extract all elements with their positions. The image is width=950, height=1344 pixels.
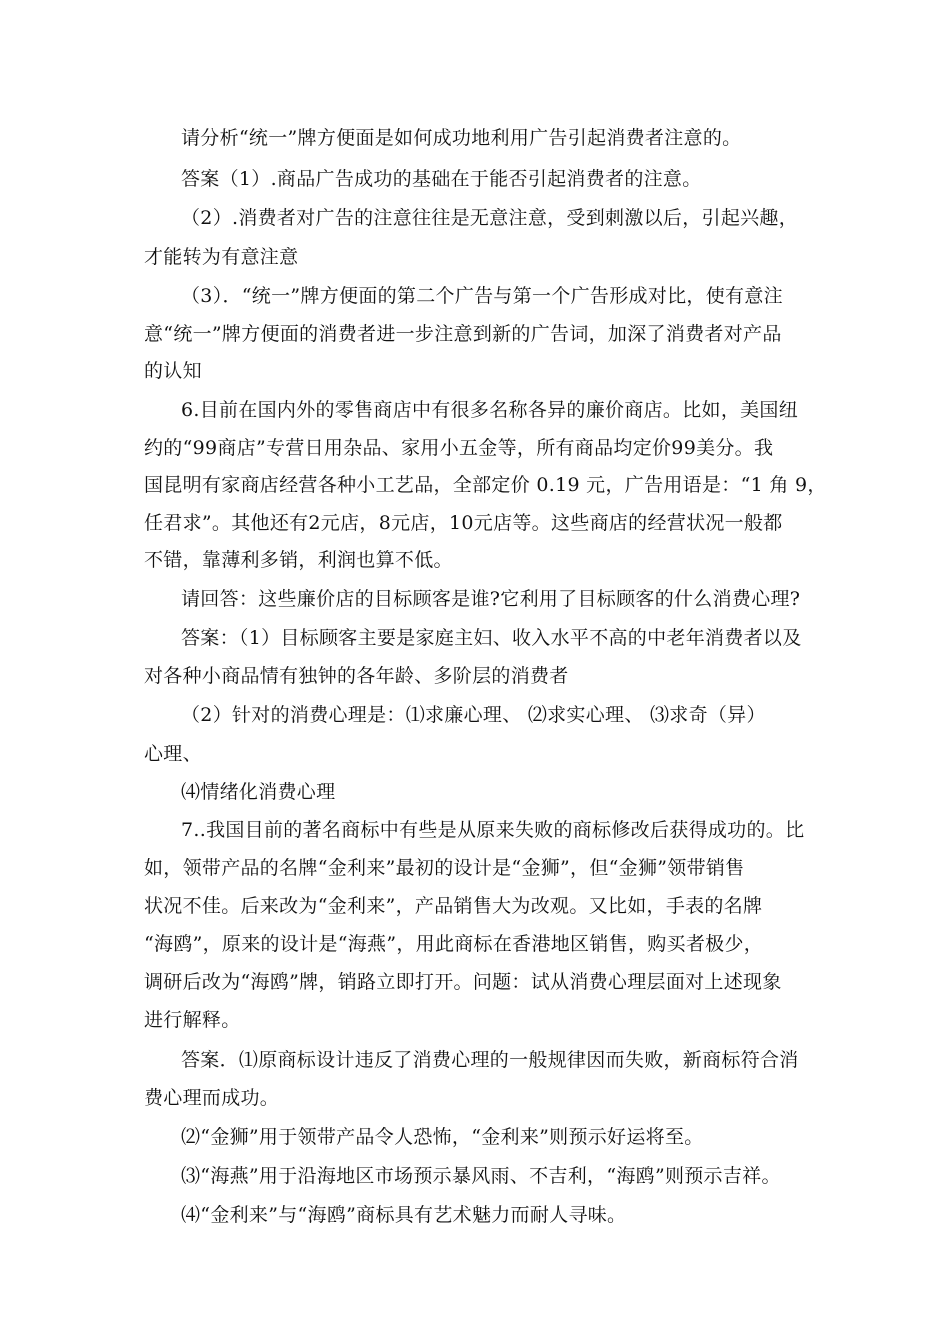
- answer-6-point-1: 答案：（1）目标顾客主要是家庭主妇、收入水平不高的中老年消费者以及: [181, 627, 802, 649]
- answer-5-point-3-cont: 意“统一”牌方便面的消费者进一步注意到新的广告词，加深了消费者对产品: [144, 323, 782, 345]
- question-6-text-line-5: 不错，靠薄利多销，利润也算不低。: [144, 549, 453, 571]
- answer-7-point-2: ⑵“金狮”用于领带产品令人恐怖，“金利来”则预示好运将至。: [181, 1126, 704, 1148]
- question-7-text-line-6: 进行解释。: [144, 1009, 241, 1031]
- question-7-text-line-3: 状况不佳。后来改为“金利来”，产品销售大为改观。又比如，手表的名牌: [144, 895, 763, 917]
- question-6-text-line-4: 任君求”。其他还有2元店，8元店，10元店等。这些商店的经营状况一般都: [144, 512, 783, 534]
- answer-5-point-2: （2）.消费者对广告的注意往往是无意注意，受到刺激以后，引起兴趣，: [181, 207, 799, 229]
- answer-5-point-2-cont: 才能转为有意注意: [144, 246, 299, 268]
- question-7-text-line-2: 如，领带产品的名牌“金利来”最初的设计是“金狮”，但“金狮”领带销售: [144, 857, 745, 879]
- question-7-text-line-5: 调研后改为“海鸥”牌，销路立即打开。问题：试从消费心理层面对上述现象: [144, 971, 782, 993]
- answer-6-point-2-end: ⑷情绪化消费心理: [181, 781, 336, 803]
- answer-5-point-3-end: 的认知: [144, 360, 202, 382]
- answer-6-point-2-cont: 心理、: [144, 743, 202, 765]
- question-6-text-line-3: 国昆明有家商店经营各种小工艺品，全部定价 0.19 元，广告用语是：“1 角 9，: [144, 474, 827, 496]
- question-7-text: 7..我国目前的著名商标中有些是从原来失败的商标修改后获得成功的。比: [181, 819, 805, 841]
- question-6-prompt: 请回答：这些廉价店的目标顾客是谁?它利用了目标顾客的什么消费心理?: [181, 588, 801, 610]
- question-5-prompt: 请分析“统一”牌方便面是如何成功地利用广告引起消费者注意的。: [181, 127, 742, 149]
- answer-7-point-1-cont: 费心理而成功。: [144, 1087, 280, 1109]
- question-7-text-line-4: “海鸥”，原来的设计是“海燕”，用此商标在香港地区销售，购买者极少，: [144, 933, 764, 955]
- answer-5-point-3: （3）．“统一”牌方便面的第二个广告与第一个广告形成对比，使有意注: [181, 285, 783, 307]
- answer-7-point-1: 答案．⑴原商标设计违反了消费心理的一般规律因而失败，新商标符合消: [181, 1049, 799, 1071]
- answer-6-point-2: （2）针对的消费心理是：⑴求廉心理、 ⑵求实心理、 ⑶求奇（异）: [181, 704, 766, 726]
- question-6-text: 6.目前在国内外的零售商店中有很多名称各异的廉价商店。比如，美国纽: [181, 399, 799, 421]
- answer-7-point-3: ⑶“海燕”用于沿海地区市场预示暴风雨、不吉利，“海鸥”则预示吉祥。: [181, 1165, 781, 1187]
- answer-7-point-4: ⑷“金利来”与“海鸥”商标具有艺术魅力而耐人寻味。: [181, 1204, 627, 1226]
- answer-6-point-1-cont: 对各种小商品情有独钟的各年龄、多阶层的消费者: [144, 665, 569, 687]
- question-6-text-line-2: 约的“99商店”专营日用杂品、家用小五金等，所有商品均定价99美分。我: [144, 437, 774, 459]
- answer-5-point-1: 答案（1）.商品广告成功的基础在于能否引起消费者的注意。: [181, 168, 702, 190]
